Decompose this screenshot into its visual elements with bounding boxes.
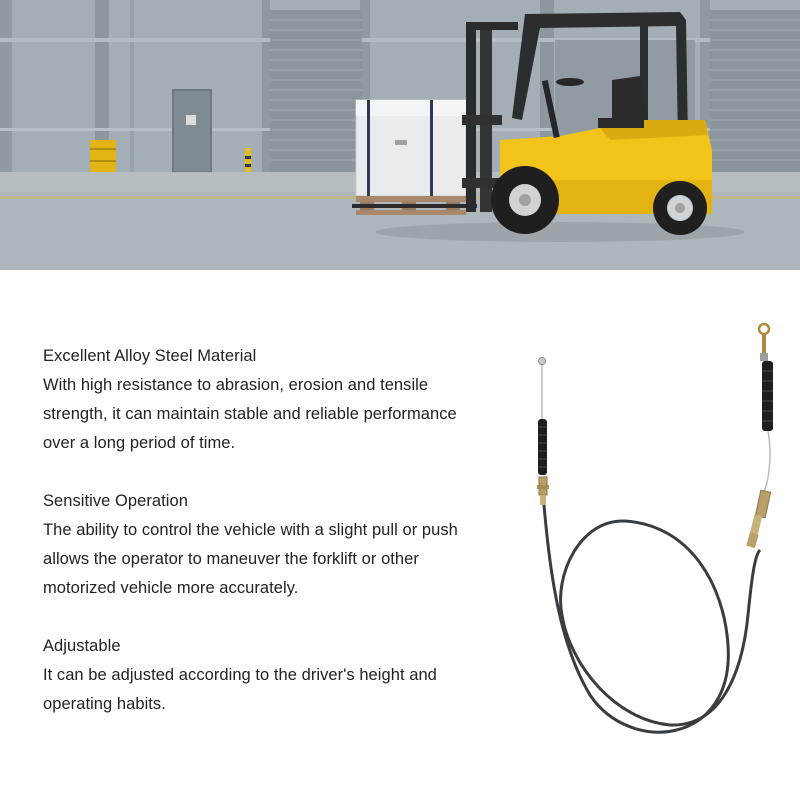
feature-list — [43, 342, 503, 748]
pallet — [356, 196, 466, 202]
feature-body-line: The ability to control the vehicle with a slight pull or push — [43, 521, 458, 539]
warehouse-scene — [0, 0, 800, 270]
hero-image — [0, 0, 800, 270]
brass-fitting — [755, 490, 770, 518]
feature-body-line: strength, it can maintain stable and reliable performance — [43, 405, 457, 423]
feature-title: Sensitive Operation — [43, 492, 188, 510]
accelerator-cable-icon — [520, 315, 800, 755]
feature-body-line: over a long period of time. — [43, 434, 236, 452]
feature-sensitive-operation — [43, 487, 503, 603]
feature-body-line: allows the operator to maneuver the forklift or other — [43, 550, 419, 568]
yellow-barrel — [90, 140, 116, 174]
feature-body-line: operating habits. — [43, 695, 166, 713]
feature-alloy-steel — [43, 342, 503, 458]
feature-body-line: motorized vehicle more accurately. — [43, 579, 299, 597]
roller-door — [710, 10, 800, 172]
feature-body-line: With high resistance to abrasion, erosion and tensile — [43, 376, 429, 394]
feature-adjustable — [43, 632, 503, 719]
eyelet-end — [759, 324, 769, 334]
feature-title: Adjustable — [43, 637, 121, 655]
warehouse-door — [173, 90, 211, 172]
roller-door — [270, 10, 362, 172]
feature-body-line: It can be adjusted according to the driver's height and — [43, 666, 437, 684]
product-image — [520, 315, 800, 755]
feature-title: Excellent Alloy Steel Material — [43, 347, 257, 365]
